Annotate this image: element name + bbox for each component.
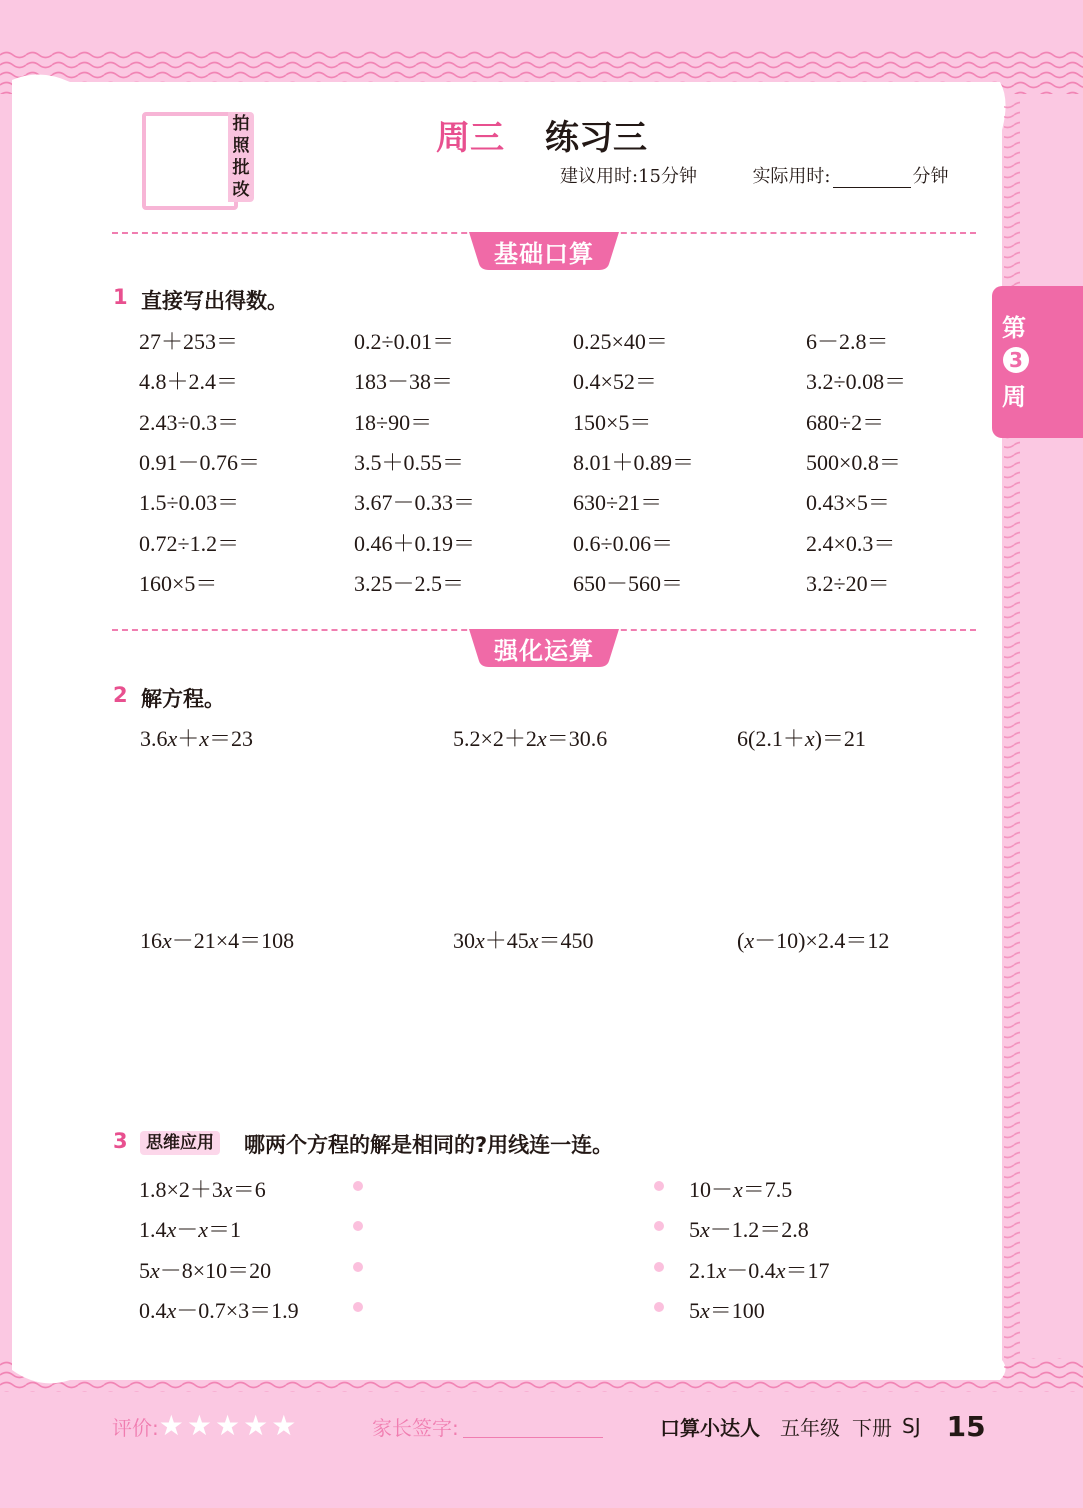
parent-signature — [372, 1408, 603, 1444]
calc-item: 18÷90＝ — [354, 409, 433, 435]
book-info — [660, 1408, 986, 1444]
calc-item: 0.2÷0.01＝ — [354, 329, 455, 354]
calc-item: 2.4×0.3＝ — [806, 530, 896, 556]
volume: 下册 — [852, 1415, 892, 1440]
calc-item: 160×5＝ — [139, 570, 218, 596]
equation-item: 16x－21×4＝108 — [140, 928, 295, 953]
photo-grading-box — [142, 112, 238, 210]
section-tab-advanced — [469, 629, 619, 667]
page-number: 15 — [946, 1409, 986, 1443]
grade: 五年级 — [780, 1415, 840, 1440]
calc-item: 500×0.8＝ — [806, 449, 901, 475]
rating-label: 评价: — [112, 1415, 159, 1440]
stamp-char: 批 — [232, 158, 250, 178]
parent-sign-blank[interactable] — [463, 1415, 603, 1438]
week-tab-bottom: 周 — [1002, 383, 1026, 411]
match-dot-left[interactable] — [353, 1181, 363, 1191]
week-number: 3 — [1003, 347, 1029, 373]
book-name: 口算小达人 — [660, 1415, 760, 1440]
match-dot-right[interactable] — [654, 1302, 664, 1312]
calc-item: 0.46＋0.19＝ — [354, 530, 476, 556]
calc-item: 0.25×40＝ — [573, 329, 668, 354]
calc-item: 3.2÷20＝ — [806, 570, 890, 596]
match-right-equation: 10－x＝7.5 — [689, 1177, 793, 1202]
badge-label: 思维应用 — [140, 1131, 220, 1155]
rating-stars — [158, 1409, 300, 1442]
star-icon[interactable]: ★ — [271, 1409, 297, 1442]
star-icon[interactable]: ★ — [243, 1409, 269, 1442]
section-title: 基础口算 — [494, 239, 594, 268]
suggested-time: 建议用时:15分钟 — [560, 166, 697, 187]
calc-item: 8.01＋0.89＝ — [573, 449, 695, 475]
equation-item: 5.2×2＋2x＝30.6 — [453, 726, 608, 751]
week-tab-top: 第 — [1002, 314, 1026, 342]
time-row — [560, 162, 949, 188]
calc-item: 27＋253＝ — [139, 329, 239, 354]
question-prompt: 哪两个方程的解是相同的?用线连一连。 — [244, 1133, 614, 1157]
star-icon[interactable]: ★ — [186, 1409, 212, 1442]
match-right-equation: 5x－1.2＝2.8 — [689, 1217, 809, 1243]
calc-item: 650－560＝ — [573, 570, 684, 596]
star-icon[interactable]: ★ — [214, 1409, 241, 1442]
week-tab — [992, 286, 1083, 438]
calc-item: 6－2.8＝ — [806, 329, 889, 354]
calc-item: 630÷21＝ — [573, 490, 663, 516]
actual-time-blank[interactable] — [833, 169, 911, 188]
calc-item: 1.5÷0.03＝ — [139, 490, 240, 516]
calc-item: 680÷2＝ — [806, 409, 885, 435]
question-number: 3 — [113, 1129, 128, 1153]
question-prompt: 直接写出得数。 — [141, 289, 288, 313]
match-dot-left[interactable] — [353, 1302, 363, 1312]
calc-item: 4.8＋2.4＝ — [139, 369, 239, 395]
match-dot-right[interactable] — [654, 1181, 664, 1191]
calc-item: 0.6÷0.06＝ — [573, 530, 674, 556]
stamp-char: 拍 — [232, 114, 250, 134]
match-left-equation: 0.4x－0.7×3＝1.9 — [139, 1297, 299, 1323]
parent-sign-label: 家长签字: — [372, 1415, 459, 1440]
calc-item: 2.43÷0.3＝ — [139, 409, 240, 435]
calc-item: 0.43×5＝ — [806, 490, 890, 516]
page-title: 练习三 — [545, 118, 647, 158]
match-left-equation: 5x－8×10＝20 — [139, 1257, 272, 1283]
stamp-char: 照 — [232, 136, 250, 156]
calc-item: 150×5＝ — [573, 409, 652, 435]
calc-item: 183－38＝ — [354, 369, 454, 395]
match-left-equation: 1.4x－x＝1 — [139, 1217, 242, 1243]
match-right-equation: 5x＝100 — [689, 1297, 765, 1323]
calc-item: 3.25－2.5＝ — [354, 570, 465, 596]
day-label: 周三 — [436, 118, 504, 158]
calc-item: 3.67－0.33＝ — [354, 490, 476, 516]
rating — [112, 1408, 299, 1444]
star-icon[interactable]: ★ — [158, 1409, 184, 1442]
section-title: 强化运算 — [494, 636, 594, 665]
equation-item: 30x＋45x＝450 — [453, 928, 594, 953]
edition: SJ — [902, 1414, 921, 1438]
equation-item: (x－10)×2.4＝12 — [737, 928, 890, 953]
photo-grading-label — [228, 112, 254, 202]
match-right-equation: 2.1x－0.4x＝17 — [689, 1257, 830, 1283]
calc-item: 0.72÷1.2＝ — [139, 530, 240, 556]
equation-item: 3.6x＋x＝23 — [140, 726, 254, 751]
equation-item: 6(2.1＋x)＝21 — [737, 726, 866, 751]
calc-item: 3.5＋0.55＝ — [354, 449, 465, 475]
calc-item: 0.4×52＝ — [573, 369, 657, 395]
calc-item: 0.91－0.76＝ — [139, 449, 261, 475]
question-number: 1 — [113, 285, 128, 309]
question-prompt: 解方程。 — [141, 687, 225, 711]
question-number: 2 — [113, 683, 128, 707]
actual-time-unit: 分钟 — [912, 166, 949, 187]
match-left-equation: 1.8×2＋3x＝6 — [139, 1177, 266, 1202]
thinking-badge — [140, 1128, 220, 1153]
actual-time-label: 实际用时: — [752, 166, 831, 187]
calc-item: 3.2÷0.08＝ — [806, 369, 907, 395]
match-dot-right[interactable] — [654, 1262, 664, 1272]
match-dot-left[interactable] — [353, 1262, 363, 1272]
section-tab-basic — [469, 232, 619, 270]
stamp-char: 改 — [232, 180, 250, 200]
